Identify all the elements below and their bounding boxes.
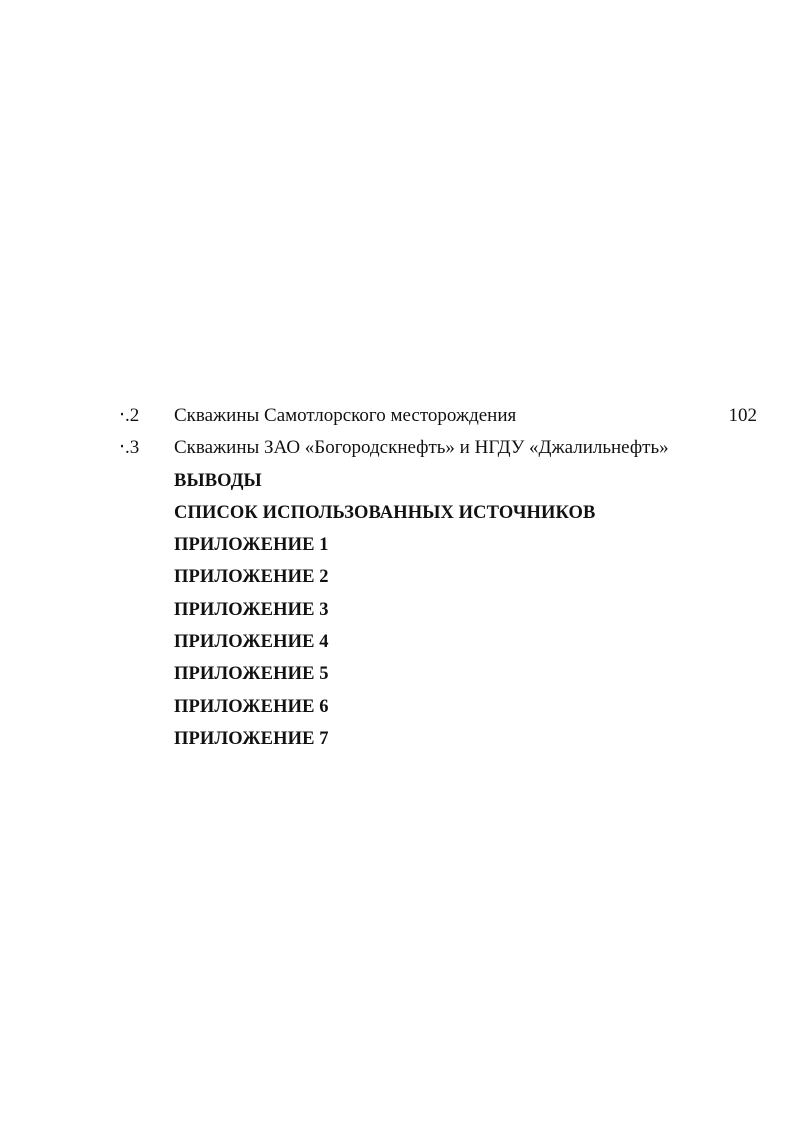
toc-entry-title: Скважины ЗАО «Богородскнефть» и НГДУ «Джалильнефть» <box>174 437 669 459</box>
toc-entry <box>0 432 793 464</box>
toc-entry <box>0 497 793 529</box>
toc-entry-number: ‧.3 <box>119 437 140 459</box>
toc-entry-title: СПИСОК ИСПОЛЬЗОВАННЫХ ИСТОЧНИКОВ <box>174 502 596 523</box>
toc-entry <box>0 658 793 690</box>
toc-entry-page: 102 <box>728 405 757 426</box>
toc-entry <box>0 691 793 723</box>
toc-entry <box>0 626 793 658</box>
toc-entry-title: ПРИЛОЖЕНИЕ 4 <box>174 632 329 653</box>
toc-entry <box>0 723 793 755</box>
toc-entry <box>0 465 793 497</box>
toc-entry-title: ПРИЛОЖЕНИЕ 6 <box>174 696 329 717</box>
toc-entry-title: ПРИЛОЖЕНИЕ 2 <box>174 567 329 588</box>
toc-entry-title: ПРИЛОЖЕНИЕ 3 <box>174 599 329 620</box>
toc-entry <box>0 400 793 432</box>
toc-entry <box>0 561 793 593</box>
toc-entry-number: ‧.2 <box>119 405 140 426</box>
toc-entry <box>0 594 793 626</box>
toc-entry-title: Скважины Самотлорского месторождения <box>174 405 517 426</box>
toc-entry-title: ВЫВОДЫ <box>174 470 262 491</box>
toc-entry-title: ПРИЛОЖЕНИЕ 1 <box>174 535 329 556</box>
toc-entry-title: ПРИЛОЖЕНИЕ 5 <box>174 664 329 685</box>
toc-entry <box>0 529 793 561</box>
toc-entry-title: ПРИЛОЖЕНИЕ 7 <box>174 728 329 749</box>
table-of-contents <box>0 400 793 755</box>
